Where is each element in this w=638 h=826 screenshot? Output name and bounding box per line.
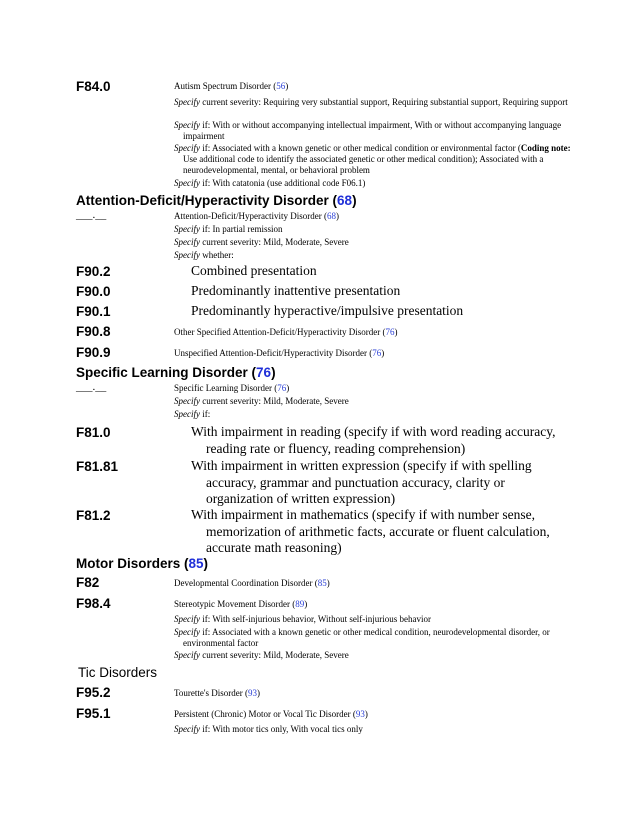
heading-page-link-adhd[interactable]: 68 xyxy=(337,193,353,208)
heading-text: Attention-Deficit/Hyperactivity Disorder xyxy=(76,193,329,208)
page-link-sld[interactable]: 76 xyxy=(277,383,287,393)
section-heading-sld: Specific Learning Disorder (76) xyxy=(76,365,276,380)
specify-label: Specify xyxy=(174,250,200,260)
entry-name: Tourette's Disorder xyxy=(174,688,243,698)
specifier-text: current severity: Mild, Moderate, Severe xyxy=(200,650,349,660)
entry-name: Persistent (Chronic) Motor or Vocal Tic Disorder xyxy=(174,709,351,719)
heading-text: Motor Disorders xyxy=(76,556,181,571)
page-link-tourette[interactable]: 93 xyxy=(247,688,257,698)
code-placeholder: ___.__ xyxy=(76,381,107,393)
page-link-other-adhd[interactable]: 76 xyxy=(385,327,395,337)
presentation-inattentive: Predominantly inattentive presentation xyxy=(191,283,401,298)
entry-sld: Specific Learning Disorder (76) xyxy=(174,383,290,393)
specifier-text: if: Associated with a known genetic or other medical condition or environmental factor ( xyxy=(200,143,521,153)
code-f81-0: F81.0 xyxy=(76,425,111,440)
code-f90-2: F90.2 xyxy=(76,264,111,279)
page-link-smd[interactable]: 89 xyxy=(295,599,305,609)
specifier-severity xyxy=(174,237,574,248)
entry-other-adhd: Other Specified Attention-Deficit/Hyperactivity Disorder (76) xyxy=(174,327,398,337)
specifier-text: whether: xyxy=(200,250,234,260)
section-heading-adhd: Attention-Deficit/Hyperactivity Disorder (68) xyxy=(76,193,357,208)
code-f90-1: F90.1 xyxy=(76,304,111,319)
specifier-text: if: xyxy=(200,409,211,419)
impairment-written-expression: With impairment in written expression (specify if with spelling accuracy, grammar and punctuation accuracy, clarity or organization of written expression) xyxy=(191,458,532,506)
page-link-persistent-tic[interactable]: 93 xyxy=(355,709,365,719)
specify-label: Specify xyxy=(174,650,200,660)
impairment-reading: With impairment in reading (specify if with word reading accuracy, reading rate or fluency, reading comprehension) xyxy=(191,424,556,456)
code-f81-2: F81.2 xyxy=(76,508,111,523)
specifier-text: if: With or without accompanying intellectual impairment, With or without accompanying language impairment xyxy=(183,120,562,141)
entry-persistent-tic: Persistent (Chronic) Motor or Vocal Tic Disorder (93) xyxy=(174,709,368,719)
specifier-text: current severity: Mild, Moderate, Severe xyxy=(200,237,349,247)
specify-label: Specify xyxy=(174,614,200,624)
specifier-severity xyxy=(174,396,574,407)
code-f98-4: F98.4 xyxy=(76,596,111,611)
specifier-associated xyxy=(174,143,574,176)
section-heading-tic: Tic Disorders xyxy=(78,665,158,680)
page-link-unspecified-adhd[interactable]: 76 xyxy=(372,348,382,358)
entry-name: Attention-Deficit/Hyperactivity Disorder xyxy=(174,211,322,221)
entry-name: Other Specified Attention-Deficit/Hyperactivity Disorder xyxy=(174,327,381,337)
specify-label: Specify xyxy=(174,97,200,107)
code-f82: F82 xyxy=(76,575,100,590)
entry-dcd: Developmental Coordination Disorder (85) xyxy=(174,578,330,588)
heading-text: Specific Learning Disorder xyxy=(76,365,248,380)
specify-label: Specify xyxy=(174,237,200,247)
specify-label: Specify xyxy=(174,120,200,130)
entry-name: Specific Learning Disorder xyxy=(174,383,272,393)
page-link-adhd[interactable]: 68 xyxy=(326,211,336,221)
specifier-text: if: With motor tics only, With vocal tics only xyxy=(200,724,363,734)
entry-smd: Stereotypic Movement Disorder (89) xyxy=(174,599,308,609)
entry-name: Unspecified Attention-Deficit/Hyperactivity Disorder xyxy=(174,348,367,358)
coding-note-label: Coding note: xyxy=(520,143,571,153)
code-f84-0: F84.0 xyxy=(76,79,111,94)
specifier-self-injury xyxy=(174,614,574,625)
specify-label: Specify xyxy=(174,143,200,153)
specifier-text: current severity: Mild, Moderate, Severe xyxy=(200,396,349,406)
specifier-text: if: With self-injurious behavior, Without self-injurious behavior xyxy=(200,614,432,624)
specifier-catatonia xyxy=(174,178,574,189)
entry-name: Autism Spectrum Disorder xyxy=(174,81,271,91)
code-f81-81: F81.81 xyxy=(76,459,119,474)
heading-page-link-motor[interactable]: 85 xyxy=(188,556,204,571)
specifier-remission xyxy=(174,224,574,235)
presentation-combined: Combined presentation xyxy=(191,263,317,278)
specifier-text: current severity: Requiring very substantial support, Requiring substantial support, Requiring support xyxy=(200,97,568,107)
specifier-text: if: With catatonia (use additional code F06.1) xyxy=(200,178,366,188)
impairment-mathematics: With impairment in mathematics (specify if with number sense, memorization of arithmetic facts, accurate or fluent calculation, accurate math reasoning) xyxy=(191,507,550,555)
specify-label: Specify xyxy=(174,724,200,734)
specify-label: Specify xyxy=(174,178,200,188)
specifier-severity xyxy=(174,650,574,661)
entry-name: Developmental Coordination Disorder xyxy=(174,578,313,588)
specifier-text: if: In partial remission xyxy=(200,224,283,234)
specify-label: Specify xyxy=(174,409,200,419)
page-link-dcd[interactable]: 85 xyxy=(317,578,327,588)
specify-label: Specify xyxy=(174,224,200,234)
entry-name: Stereotypic Movement Disorder xyxy=(174,599,290,609)
specify-label: Specify xyxy=(174,396,200,406)
code-placeholder: ___.__ xyxy=(76,209,107,221)
code-f90-0: F90.0 xyxy=(76,284,111,299)
heading-page-link-sld[interactable]: 76 xyxy=(256,365,272,380)
code-f95-2: F95.2 xyxy=(76,685,111,700)
specifier-whether xyxy=(174,250,574,261)
code-f95-1: F95.1 xyxy=(76,706,111,721)
specifier-if xyxy=(174,409,574,420)
presentation-hyperactive: Predominantly hyperactive/impulsive presentation xyxy=(191,303,464,318)
entry-adhd: Attention-Deficit/Hyperactivity Disorder (68) xyxy=(174,211,339,221)
entry-autism: Autism Spectrum Disorder (56) xyxy=(174,81,289,91)
specifier-tic-type xyxy=(174,724,574,735)
section-heading-motor: Motor Disorders (85) xyxy=(76,556,209,571)
code-f90-8: F90.8 xyxy=(76,324,111,339)
entry-unspecified-adhd: Unspecified Attention-Deficit/Hyperactivity Disorder (76) xyxy=(174,348,385,358)
specifier-text: if: Associated with a known genetic or other medical condition, neurodevelopmental disorder, or environmental factor xyxy=(183,627,550,648)
code-f90-9: F90.9 xyxy=(76,345,111,360)
specifier-associated xyxy=(174,627,574,649)
specifier-impairment xyxy=(174,120,574,142)
specify-label: Specify xyxy=(174,627,200,637)
entry-tourette: Tourette's Disorder (93) xyxy=(174,688,260,698)
specifier-text: Use additional code to identify the associated genetic or other medical condition); Associated with a neurodevelopmental, mental, or behavioral problem xyxy=(183,154,544,175)
page-link-autism[interactable]: 56 xyxy=(276,81,286,91)
specifier-severity xyxy=(174,97,574,108)
